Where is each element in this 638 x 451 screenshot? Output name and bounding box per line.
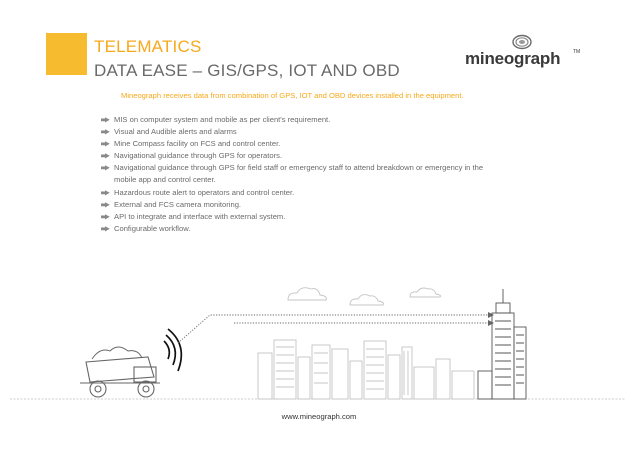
feature-text: Navigational guidance through GPS for operators. bbox=[114, 151, 283, 161]
feature-text: External and FCS camera monitoring. bbox=[114, 199, 242, 209]
feature-item bbox=[101, 150, 541, 162]
feature-item bbox=[101, 223, 541, 235]
brand-name: mineograph bbox=[465, 49, 561, 68]
brand-trademark: TM bbox=[573, 49, 581, 55]
mineograph-logo-icon bbox=[512, 34, 532, 50]
connection-arrows bbox=[178, 315, 490, 343]
intro-text: Mineograph receives data from combination of GPS, IOT and OBD devices installed in the equipment. bbox=[121, 91, 464, 100]
feature-text: mobile app and control center. bbox=[114, 175, 216, 185]
feature-item bbox=[101, 126, 541, 138]
page-subtitle: DATA EASE – GIS/GPS, IOT AND OBD bbox=[94, 61, 400, 80]
feature-text: API to integrate and interface with external system. bbox=[114, 211, 286, 221]
feature-item bbox=[101, 162, 541, 174]
feature-item bbox=[101, 199, 541, 211]
arrow-head-bottom bbox=[488, 320, 494, 326]
brand-logo bbox=[465, 34, 581, 70]
feature-text: Navigational guidance through GPS for field staff or emergency staff to attend breakdown or emergency in the bbox=[114, 163, 484, 173]
cloud-icon bbox=[288, 288, 441, 305]
signal-waves-icon bbox=[164, 329, 181, 371]
feature-text: Configurable workflow. bbox=[114, 223, 191, 233]
telematics-illustration bbox=[0, 285, 638, 410]
hand-pointer-icon bbox=[101, 141, 110, 147]
hand-pointer-icon bbox=[101, 117, 110, 123]
feature-text: MIS on computer system and mobile as per client's requirement. bbox=[114, 115, 331, 124]
dump-truck-icon bbox=[80, 347, 160, 397]
hand-pointer-icon bbox=[101, 226, 110, 232]
feature-item bbox=[101, 114, 541, 126]
signal-tower-icon bbox=[478, 289, 526, 399]
footer-website: www.mineograph.com bbox=[281, 412, 357, 421]
hand-pointer-icon bbox=[101, 165, 110, 171]
hand-pointer-icon bbox=[101, 202, 110, 208]
feature-text: Hazardous route alert to operators and control center. bbox=[114, 187, 295, 197]
feature-item bbox=[101, 187, 541, 199]
hand-pointer-icon bbox=[101, 214, 110, 220]
feature-item bbox=[101, 174, 541, 186]
hand-pointer-icon bbox=[101, 153, 110, 159]
city-skyline-icon bbox=[258, 340, 474, 399]
accent-square bbox=[46, 33, 87, 75]
hand-pointer-icon bbox=[101, 129, 110, 135]
hand-pointer-icon bbox=[101, 190, 110, 196]
feature-item bbox=[101, 138, 541, 150]
feature-text: Visual and Audible alerts and alarms bbox=[114, 127, 237, 137]
feature-text: Mine Compass facility on FCS and control center. bbox=[114, 139, 281, 149]
feature-item bbox=[101, 211, 541, 223]
feature-list bbox=[101, 114, 541, 235]
page-title: TELEMATICS bbox=[94, 37, 202, 56]
